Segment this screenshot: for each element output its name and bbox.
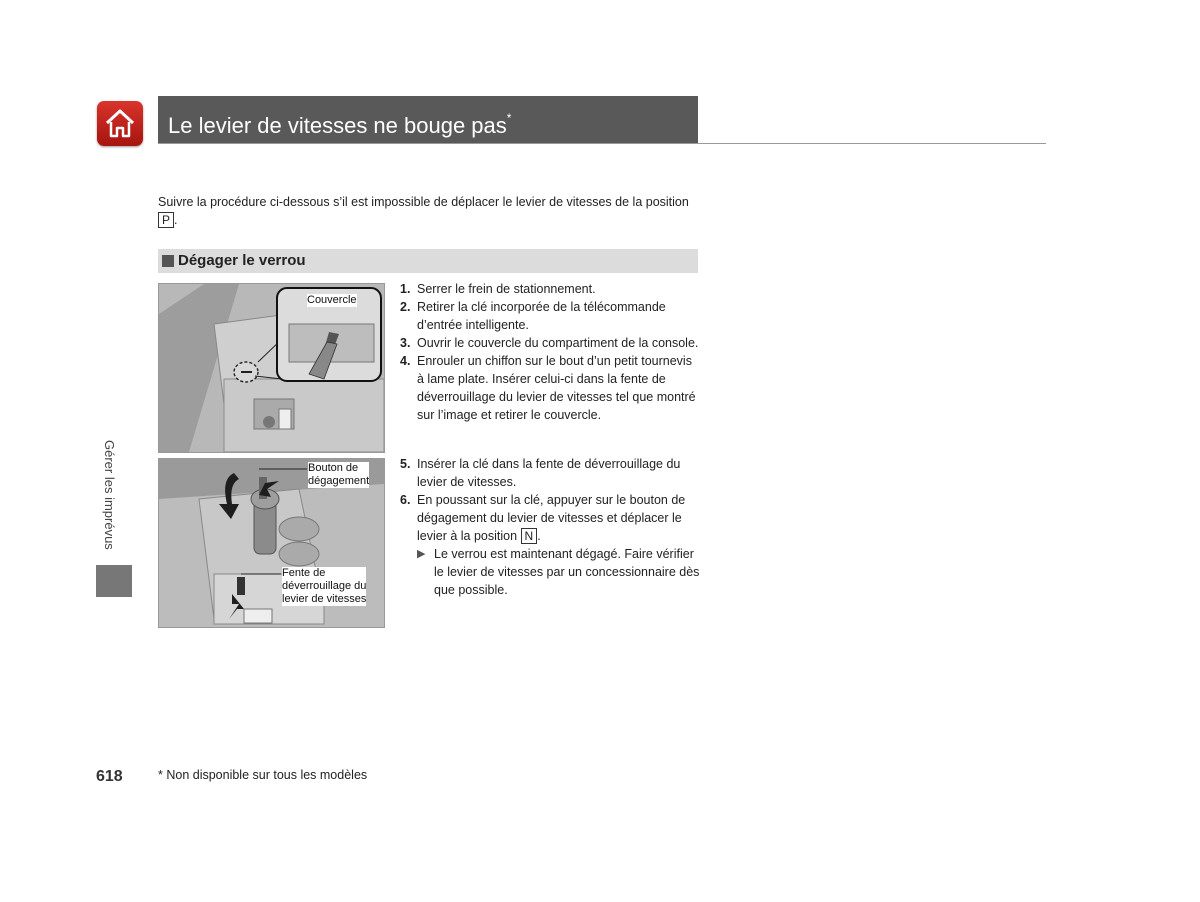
section-bullet-icon <box>162 255 174 267</box>
title-asterisk: * <box>506 110 512 125</box>
callout-release-button: Bouton de dégagement <box>308 462 370 487</box>
steps-list-1 <box>400 280 700 424</box>
page-title: Le levier de vitesses ne bouge pas* <box>168 110 512 138</box>
page-number: 618 <box>96 768 123 785</box>
home-icon[interactable] <box>97 101 143 146</box>
callout-release-slot: Fente de déverrouillage du levier de vitesses <box>282 567 367 605</box>
shift-release-illustration <box>158 458 385 628</box>
intro-paragraph: Suivre la procédure ci-dessous s’il est impossible de déplacer le levier de vitesses de la position P . <box>158 195 689 227</box>
result-note: ▶ Le verrou est maintenant dégagé. Faire vérifier le levier de vitesses par un concessionnaire dès que possible. <box>417 547 700 597</box>
footnote: * Non disponible sur tous les modèles <box>158 768 368 782</box>
step-item: 4. Enrouler un chiffon sur le bout d’un petit tournevis à lame plate. Insérer celui-ci dans la fente de déverrouillage du levier de vitesses tel que montré sur l’image et retirer le couvercle. <box>400 354 696 422</box>
steps-list-2 <box>400 455 700 599</box>
step-item: 5. Insérer la clé dans la fente de déverrouillage du levier de vitesses. <box>400 457 681 489</box>
result-arrow-icon: ▶ <box>417 548 426 560</box>
callout-cover: Couvercle <box>307 294 357 306</box>
side-tab-marker[interactable] <box>96 565 132 597</box>
position-n-key: N <box>521 528 538 544</box>
step-item: 2. Retirer la clé incorporée de la télécommande d’entrée intelligente. <box>400 300 666 332</box>
title-divider <box>158 143 1046 144</box>
step-item: 6. En poussant sur la clé, appuyer sur le bouton de dégagement du levier de vitesses et déplacer le levier à la position N . <box>400 493 686 543</box>
section-title: Dégager le verrou <box>178 252 306 269</box>
console-cover-illustration <box>158 283 385 453</box>
position-p-key: P <box>158 212 174 228</box>
side-tab-label: Gérer les imprévus <box>102 440 117 550</box>
step-item: 1. Serrer le frein de stationnement. <box>400 282 596 296</box>
step-item: 3. Ouvrir le couvercle du compartiment de la console. <box>400 336 699 350</box>
